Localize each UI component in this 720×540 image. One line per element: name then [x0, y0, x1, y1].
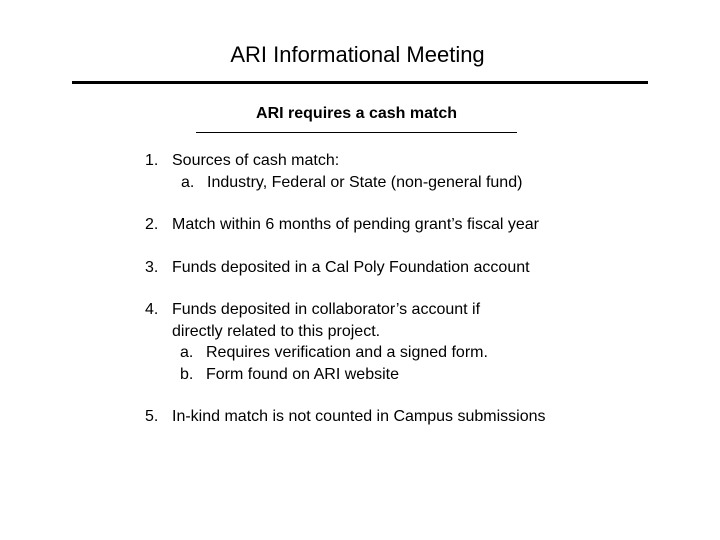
list-item-number: 5. [145, 408, 159, 425]
sub-list-item-text: Industry, Federal or State (non-general fund) [207, 173, 523, 191]
sub-list-item [181, 172, 705, 194]
subtitle-divider [196, 132, 517, 133]
list-item-text: In-kind match is not counted in Campus submissions [172, 408, 546, 425]
title-divider [72, 81, 648, 84]
list-item-number: 1. [145, 152, 159, 169]
slide-title: ARI Informational Meeting [230, 42, 485, 67]
list-item [145, 214, 705, 236]
slide-subtitle: ARI requires a cash match [256, 105, 457, 122]
list-item-text: Match within 6 months of pending grant’s fiscal year [172, 216, 540, 233]
list-item [145, 406, 705, 428]
list-item-number: 4. [145, 301, 159, 318]
list-item [145, 299, 705, 385]
list-item-text-continued: directly related to this project. [172, 322, 381, 340]
sub-list-item-letter: b. [180, 365, 194, 383]
list-item [145, 257, 705, 279]
sub-list-item-letter: a. [181, 173, 195, 191]
sub-list-item [180, 364, 705, 386]
sub-list-item-text: Requires verification and a signed form. [206, 344, 488, 361]
list-item [145, 150, 705, 193]
sub-list-item-text: Form found on ARI website [206, 365, 399, 383]
list-item-text: Funds deposited in collaborator’s account if [172, 301, 481, 318]
list-item-number: 2. [145, 216, 159, 233]
sub-list-item [180, 342, 705, 364]
list-item-number: 3. [145, 258, 159, 276]
list-item-text: Sources of cash match: [172, 152, 340, 169]
sub-list-item-letter: a. [180, 344, 194, 361]
numbered-list [145, 150, 705, 428]
list-item-text: Funds deposited in a Cal Poly Foundation account [172, 258, 530, 276]
